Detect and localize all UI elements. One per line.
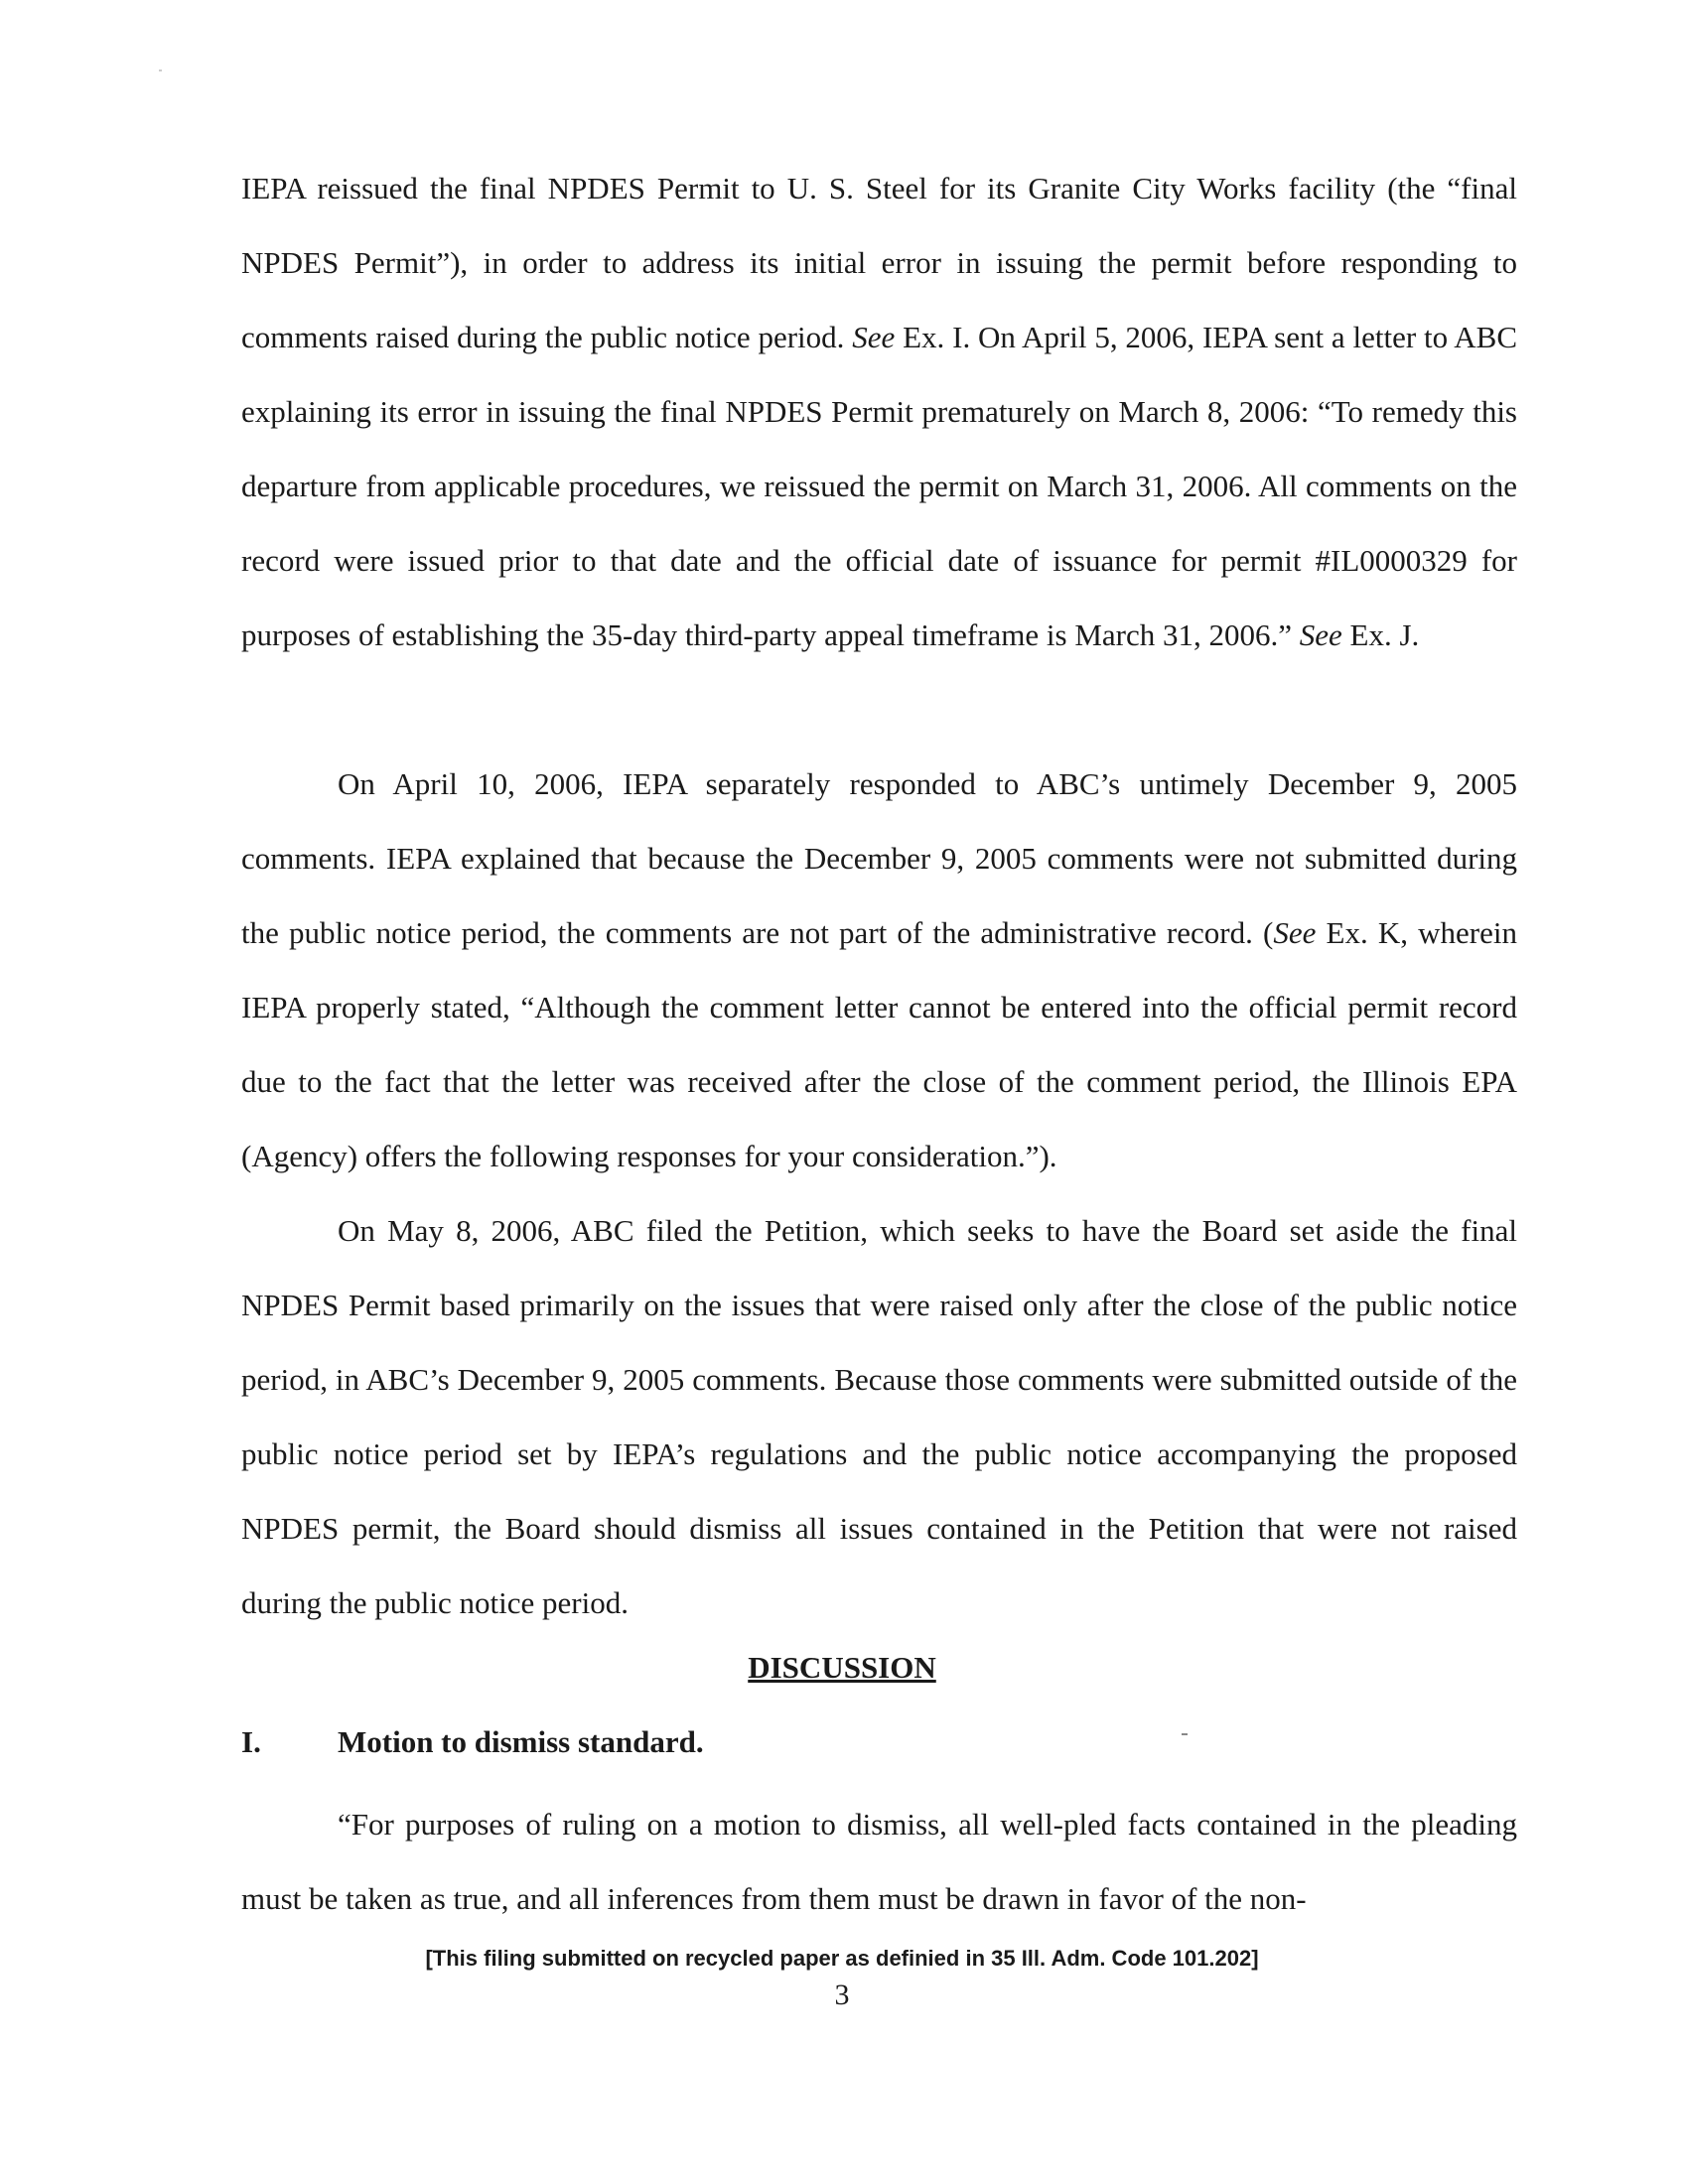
citation-signal: See <box>1299 617 1342 652</box>
recycled-paper-note: [This filing submitted on recycled paper as definied in 35 Ill. Adm. Code 101.202] <box>425 1946 1259 1971</box>
citation-signal: See <box>1273 915 1317 950</box>
text-segment: IEPA reissued the final NPDES Permit to U. S. Steel for its Granite City Works facility (the “final NPDES Permit”), in order to address its initial error in issuing the permit before responding to comments raised during the public notice period. <box>241 171 1517 354</box>
paragraph-4 <box>241 1787 1517 1936</box>
section-number: I. <box>241 1724 261 1759</box>
paragraph-2 <box>241 747 1517 1193</box>
section-title: Motion to dismiss standard. <box>338 1724 704 1759</box>
text-segment: On May 8, 2006, ABC filed the Petition, which seeks to have the Board set aside the final NPDES Permit based primarily on the issues that were raised only after the close of the public notice period, in ABC’s December 9, 2005 comments. Because those comments were submitted outside of the public notice period set by IEPA’s regulations and the public notice accompanying the proposed NPDES permit, the Board should dismiss all issues contained in the Petition that were not raised during the public notice period. <box>241 1213 1517 1620</box>
citation-signal: See <box>852 320 896 354</box>
discussion-heading: DISCUSSION <box>748 1650 936 1685</box>
text-segment: Ex. J. <box>1341 617 1420 652</box>
text-segment: Ex. K, wherein IEPA properly stated, “Although the comment letter cannot be entered into the official permit record due to the fact that the letter was received after the close of the comment period, the Illinois EPA (Agency) offers the following responses for your consideration.”). <box>241 915 1517 1173</box>
scan-artifact <box>159 69 162 71</box>
paragraph-3 <box>241 1193 1517 1640</box>
paragraph-1 <box>241 151 1517 672</box>
text-segment: On April 10, 2006, IEPA separately responded to ABC’s untimely December 9, 2005 comments. IEPA explained that because the December 9, 2005 comments were not submitted during the public notice period, the comments are not part of the administrative record. ( <box>241 766 1517 950</box>
stray-mark <box>1182 1733 1188 1735</box>
page-number: 3 <box>834 1979 850 2011</box>
section-heading <box>241 1722 704 1762</box>
text-segment: Ex. I. On April 5, 2006, IEPA sent a letter to ABC explaining its error in issuing the final NPDES Permit prematurely on March 8, 2006: “To remedy this departure from applicable procedures, we reissued the permit on March 31, 2006. All comments on the record were issued prior to that date and the official date of issuance for permit #IL0000329 for purposes of establishing the 35-day third-party appeal timeframe is March 31, 2006.” <box>241 320 1517 652</box>
text-segment: “For purposes of ruling on a motion to dismiss, all well-pled facts contained in the pleading must be taken as true, and all inferences from them must be drawn in favor of the non- <box>241 1807 1517 1916</box>
